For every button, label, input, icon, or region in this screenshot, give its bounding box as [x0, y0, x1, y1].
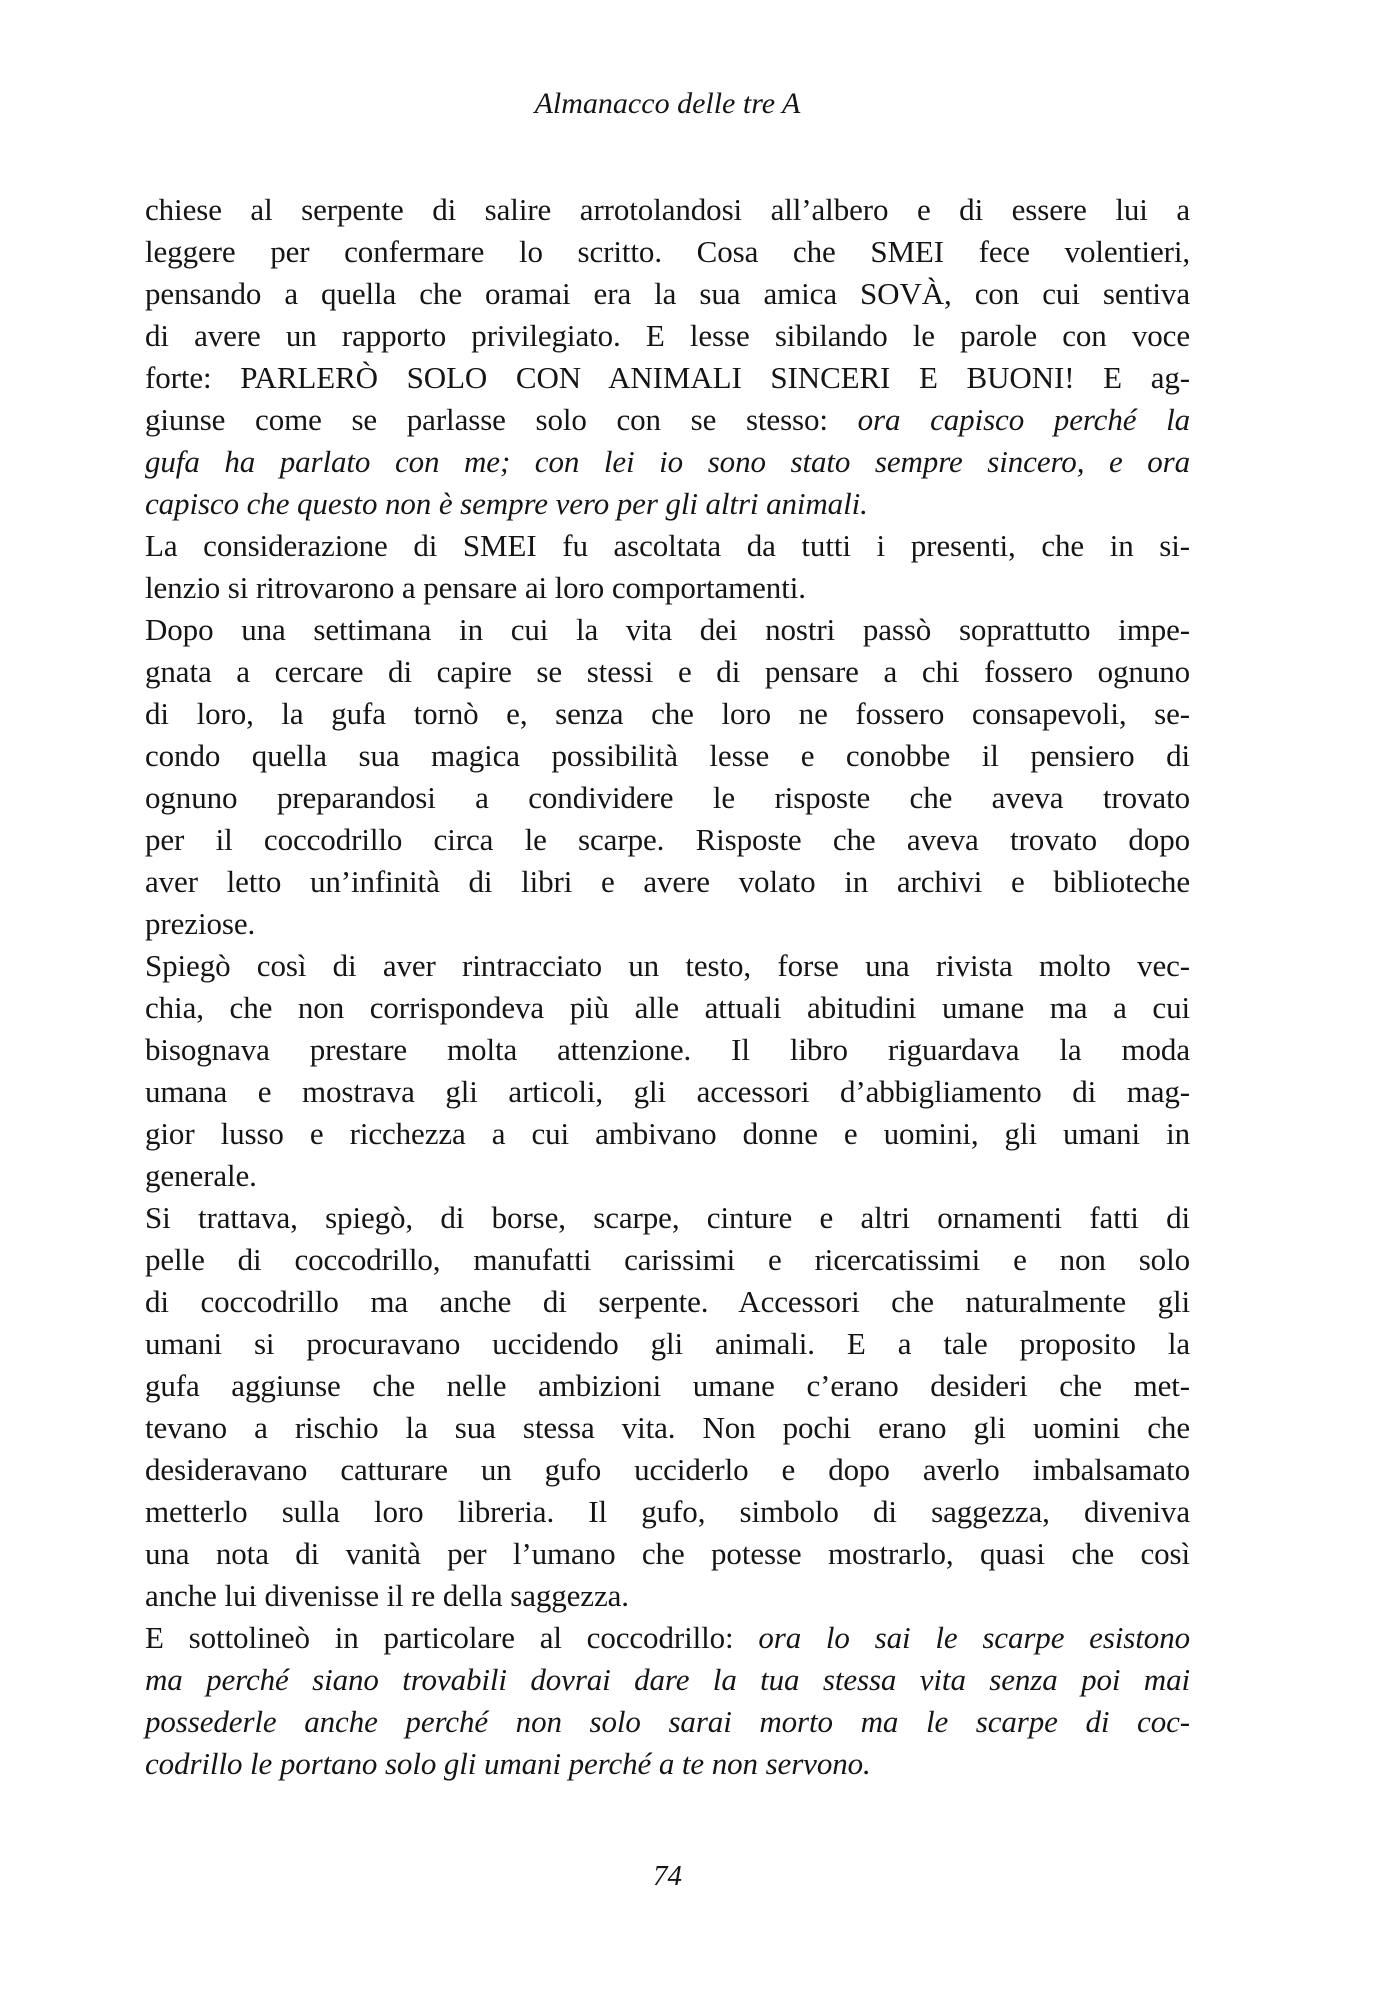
text-segment: una nota di vanità per l’umano che potesse mostrarlo, quasi che così: [145, 1536, 1190, 1571]
text-segment: Si trattava, spiegò, di borse, scarpe, cinture e altri ornamenti fatti di: [145, 1200, 1190, 1235]
text-segment: pensando a quella che oramai era la sua amica SOVÀ, con cui sentiva: [145, 276, 1190, 311]
text-segment: lenzio si ritrovarono a pensare ai loro comportamenti.: [145, 570, 806, 605]
text-segment: giunse come se parlasse solo con se stesso:: [145, 402, 858, 437]
italic-text-segment: capisco che questo non è sempre vero per gli altri animali.: [145, 486, 868, 521]
text-line: [145, 525, 1190, 567]
text-line: [145, 189, 1190, 231]
body-text: [145, 189, 1190, 1785]
text-line: [145, 483, 1190, 525]
text-line: [145, 903, 1190, 945]
text-segment: pelle di coccodrillo, manufatti carissimi e ricercatissimi e non solo: [145, 1242, 1190, 1277]
text-segment: anche lui divenisse il re della saggezza.: [145, 1578, 629, 1613]
text-segment: La considerazione di SMEI fu ascoltata da tutti i presenti, che in si-: [145, 528, 1190, 563]
text-segment: condo quella sua magica possibilità lesse e conobbe il pensiero di: [145, 738, 1190, 773]
text-segment: gnata a cercare di capire se stessi e di pensare a chi fossero ognuno: [145, 654, 1190, 689]
text-segment: ognuno preparandosi a condividere le risposte che aveva trovato: [145, 780, 1190, 815]
text-segment: leggere per confermare lo scritto. Cosa che SMEI fece volentieri,: [145, 234, 1190, 269]
text-segment: umana e mostrava gli articoli, gli accessori d’abbigliamento di mag-: [145, 1074, 1190, 1109]
text-segment: Dopo una settimana in cui la vita dei nostri passò soprattutto impe-: [145, 612, 1190, 647]
text-line: [145, 987, 1190, 1029]
text-line: [145, 1365, 1190, 1407]
text-line: [145, 735, 1190, 777]
text-line: [145, 1659, 1190, 1701]
text-segment: preziose.: [145, 906, 256, 941]
text-segment: tevano a rischio la sua stessa vita. Non pochi erano gli uomini che: [145, 1410, 1190, 1445]
text-line: [145, 1575, 1190, 1617]
text-segment: umani si procuravano uccidendo gli animali. E a tale proposito la: [145, 1326, 1190, 1361]
text-segment: di loro, la gufa tornò e, senza che loro ne fossero consapevoli, se-: [145, 696, 1190, 731]
text-line: [145, 1743, 1190, 1785]
page-number: 74: [653, 1860, 682, 1892]
italic-text-segment: ora capisco perché la: [857, 402, 1190, 437]
text-line: [145, 399, 1190, 441]
text-segment: metterlo sulla loro libreria. Il gufo, simbolo di saggezza, diveniva: [145, 1494, 1190, 1529]
text-line: [145, 819, 1190, 861]
text-line: [145, 1197, 1190, 1239]
text-line: [145, 777, 1190, 819]
text-line: [145, 567, 1190, 609]
text-line: [145, 861, 1190, 903]
text-segment: per il coccodrillo circa le scarpe. Risposte che aveva trovato dopo: [145, 822, 1190, 857]
text-line: [145, 651, 1190, 693]
text-segment: gufa aggiunse che nelle ambizioni umane c’erano desideri che met-: [145, 1368, 1190, 1403]
text-line: [145, 315, 1190, 357]
text-line: [145, 1281, 1190, 1323]
text-segment: desideravano catturare un gufo ucciderlo e dopo averlo imbalsamato: [145, 1452, 1190, 1487]
text-segment: aver letto un’infinità di libri e avere volato in archivi e biblioteche: [145, 864, 1190, 899]
text-line: [145, 1113, 1190, 1155]
italic-text-segment: ma perché siano trovabili dovrai dare la tua stessa vita senza poi mai: [145, 1662, 1190, 1697]
text-line: [145, 945, 1190, 987]
text-segment: bisognava prestare molta attenzione. Il libro riguardava la moda: [145, 1032, 1190, 1067]
text-line: [145, 1701, 1190, 1743]
text-line: [145, 1239, 1190, 1281]
text-line: [145, 231, 1190, 273]
text-line: [145, 1155, 1190, 1197]
text-segment: di coccodrillo ma anche di serpente. Accessori che naturalmente gli: [145, 1284, 1190, 1319]
text-segment: Spiegò così di aver rintracciato un testo, forse una rivista molto vec-: [145, 948, 1190, 983]
text-segment: di avere un rapporto privilegiato. E lesse sibilando le parole con voce: [145, 318, 1190, 353]
text-line: [145, 693, 1190, 735]
text-segment: E sottolineò in particolare al coccodrillo:: [145, 1620, 759, 1655]
text-line: [145, 357, 1190, 399]
text-line: [145, 1491, 1190, 1533]
italic-text-segment: gufa ha parlato con me; con lei io sono stato sempre sincero, e ora: [145, 444, 1190, 479]
text-line: [145, 1323, 1190, 1365]
italic-text-segment: codrillo le portano solo gli umani perché a te non servono.: [145, 1746, 871, 1781]
running-header: Almanacco delle tre A: [534, 87, 801, 120]
text-segment: chia, che non corrispondeva più alle attuali abitudini umane ma a cui: [145, 990, 1190, 1025]
text-line: [145, 1407, 1190, 1449]
text-segment: chiese al serpente di salire arrotolandosi all’albero e di essere lui a: [145, 192, 1190, 227]
italic-text-segment: possederle anche perché non solo sarai morto ma le scarpe di coc-: [145, 1704, 1190, 1739]
text-line: [145, 441, 1190, 483]
italic-text-segment: ora lo sai le scarpe esistono: [758, 1620, 1190, 1655]
text-line: [145, 1029, 1190, 1071]
text-segment: gior lusso e ricchezza a cui ambivano donne e uomini, gli umani in: [145, 1116, 1190, 1151]
text-segment: generale.: [145, 1158, 257, 1193]
text-segment: forte: PARLERÒ SOLO CON ANIMALI SINCERI E BUONI! E ag-: [145, 360, 1190, 395]
text-line: [145, 1071, 1190, 1113]
text-line: [145, 273, 1190, 315]
text-line: [145, 1617, 1190, 1659]
text-line: [145, 1533, 1190, 1575]
text-line: [145, 1449, 1190, 1491]
text-line: [145, 609, 1190, 651]
